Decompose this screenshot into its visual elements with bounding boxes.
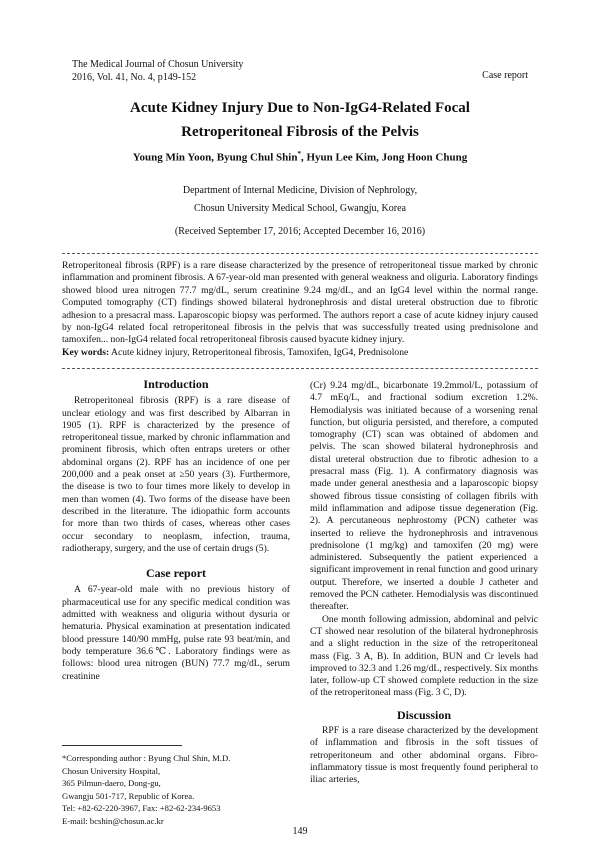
corresponding-mark: * [297, 150, 301, 158]
case-report-paragraph: A 67-year-old male with no previous history of pharmaceutical use for any specific medical condition was admitted with weakness and oliguria without dysuria or hematuria. Physical examination at presentation indicated blood pressure 140/90 mmHg, pulse rate 93 beat/min, and body temperature 36.6℃. Laboratory findings were as follows: blood urea nitrogen (BUN) 77.7 mg/dL, serum creatinine [62, 584, 290, 682]
journal-name: The Medical Journal of Chosun University [72, 59, 244, 70]
discussion-paragraph: RPF is a rare disease characterized by the development of inflammation and fibrosis in the soft tissues of retroperitoneum and other abdominal organs. Fibro-inflammatory tissue is most frequently found peripheral to iliac arteries, [310, 725, 538, 786]
page-number: 149 [292, 826, 308, 837]
footnote-email: E-mail: bcshin@chosun.ac.kr [62, 815, 164, 826]
keywords-list: Acute kidney injury, Retroperitoneal fibrosis, Tamoxifen, IgG4, Prednisolone [109, 346, 409, 358]
author-list [60, 150, 540, 164]
journal-citation: 2016, Vol. 41, No. 4, p149-152 [72, 72, 197, 83]
corresponding-author-footnote [62, 752, 230, 828]
article-title [60, 96, 540, 144]
affiliation-line-2: Chosun University Medical School, Gwangju, Korea [194, 203, 406, 214]
title-line-2: Retroperitoneal Fibrosis of the Pelvis [181, 124, 419, 140]
journal-header [72, 58, 243, 84]
keywords [62, 347, 538, 359]
case-report-continued: (Cr) 9.24 mg/dL, bicarbonate 19.2mmol/L, potassium of 4.7 mEq/L, and fractional sodium excretion 1.2%. Hemodialysis was initiated because of a worsening renal function, but oliguria persisted, and therefore, a computed tomography (CT) scan was obtained of abdomen and pelvis. The scan showed bilateral hydronephrosis and distal ureteral obstruction due to fibrotic adhesion to a presacral mass (Fig. 1). A confirmatory diagnosis was made under general anesthesia and a laparoscopic biopsy showed fibrous tissue consisting of collagen fibrils with mild inflammation and adipose tissue degeneration (Fig. 2). A percutaneous nephrostomy (PCN) catheter was inserted to relieve the hydronephrosis and intravenous prednisolone (1 mg/kg) and tamoxifen (20 mg) were administered. Subsequently the patient experienced a significant improvement in renal function and good urinary output. Therefore, we inserted a double J catheter and removed the PCN catheter. Hemodialysis was discontinued thereafter. [310, 380, 538, 613]
footnote-line-1: *Corresponding author : Byung Chul Shin, M.D. [62, 753, 231, 763]
article-type: Case report [482, 70, 528, 81]
left-column [62, 378, 290, 683]
right-column [310, 380, 538, 787]
received-dates: (Received September 17, 2016; Accepted December 16, 2016) [174, 226, 426, 237]
discussion-heading: Discussion [396, 707, 452, 722]
footnote-line-2: Chosun University Hospital, [62, 765, 161, 776]
title-line-1: Acute Kidney Injury Due to Non-IgG4-Related Focal [130, 100, 470, 116]
affiliation [60, 182, 540, 218]
abstract-bottom-divider [62, 368, 538, 369]
abstract [62, 260, 538, 359]
case-report-heading: Case report [145, 566, 207, 581]
keywords-label: Key words: [62, 346, 110, 358]
introduction-paragraph: Retroperitoneal fibrosis (RPF) is a rare disease of unclear etiology and was first described by Albarran in 1905 (1). RPF is characterized by the presence of retroperitoneal tissue, marked by chronic inflammation and prominent fibrosis, which often entraps ureters or other abdominal organs (2). RPF has an incidence of one per 200,000 and a peak onset at ≥50 years (3). Furthermore, the disease is two to four times more likely to develop in men than women (4). Two forms of the disease have been described in the literature. The idiopathic form accounts for more than two thirds of cases, whereas other cases occur secondary to neoplasm, infection, trauma, radiotherapy, surgery, and the use of certain drugs (5). [62, 395, 290, 554]
follow-up-paragraph: One month following admission, abdominal and pelvic CT showed near resolution of the bilateral hydronephrosis and a slight reduction in the size of the retroperitoneal mass (Fig. 3 A, B). In addition, BUN and Cr levels had improved to 32.3 and 1.26 mg/dL, respectively. Six months later, follow-up CT showed complete reduction in the size of the retroperitoneal mass (Fig. 3 C, D). [310, 613, 539, 699]
abstract-top-divider [62, 253, 538, 254]
footnote-line-4: Gwangju 501-717, Republic of Korea. [62, 790, 195, 801]
footnote-line-3: 365 Pilmun-daero, Dong-gu, [62, 778, 161, 789]
footnote-line-5: Tel: +82-62-220-3967, Fax: +82-62-234-9653 [62, 803, 221, 814]
authors-rest: , Hyun Lee Kim, Jong Hoon Chung [300, 151, 468, 164]
affiliation-line-1: Department of Internal Medicine, Division of Nephrology, [182, 185, 418, 196]
footnote-divider [62, 745, 182, 746]
abstract-text: Retroperitoneal fibrosis (RPF) is a rare disease characterized by the presence of retroperitoneal tissue marked by chronic inflammation and prominent fibrosis. A 67-year-old man presented with general weakness and oliguria. Laboratory findings showed blood urea nitrogen 77.7 mg/dL, serum creatinine 9.24 mg/dL, and an IgG4 level within the normal range. Computed tomography (CT) findings showed bilateral hydronephrosis and distal ureteral obstruction due to fibrotic adhesion to a presacral mass. Laparoscopic biopsy was performed. The authors report a case of acute kidney injury caused by non-IgG4 related focal retroperitoneal fibrosis in the pelvis that was successfully treated using prednisolone and tamoxifen... non-IgG4 related focal retroperitoneal fibrosis caused byacute kidney injury. [62, 260, 538, 346]
authors-first: Young Min Yoon, Byung Chul Shin [132, 151, 298, 164]
introduction-heading: Introduction [143, 377, 209, 391]
